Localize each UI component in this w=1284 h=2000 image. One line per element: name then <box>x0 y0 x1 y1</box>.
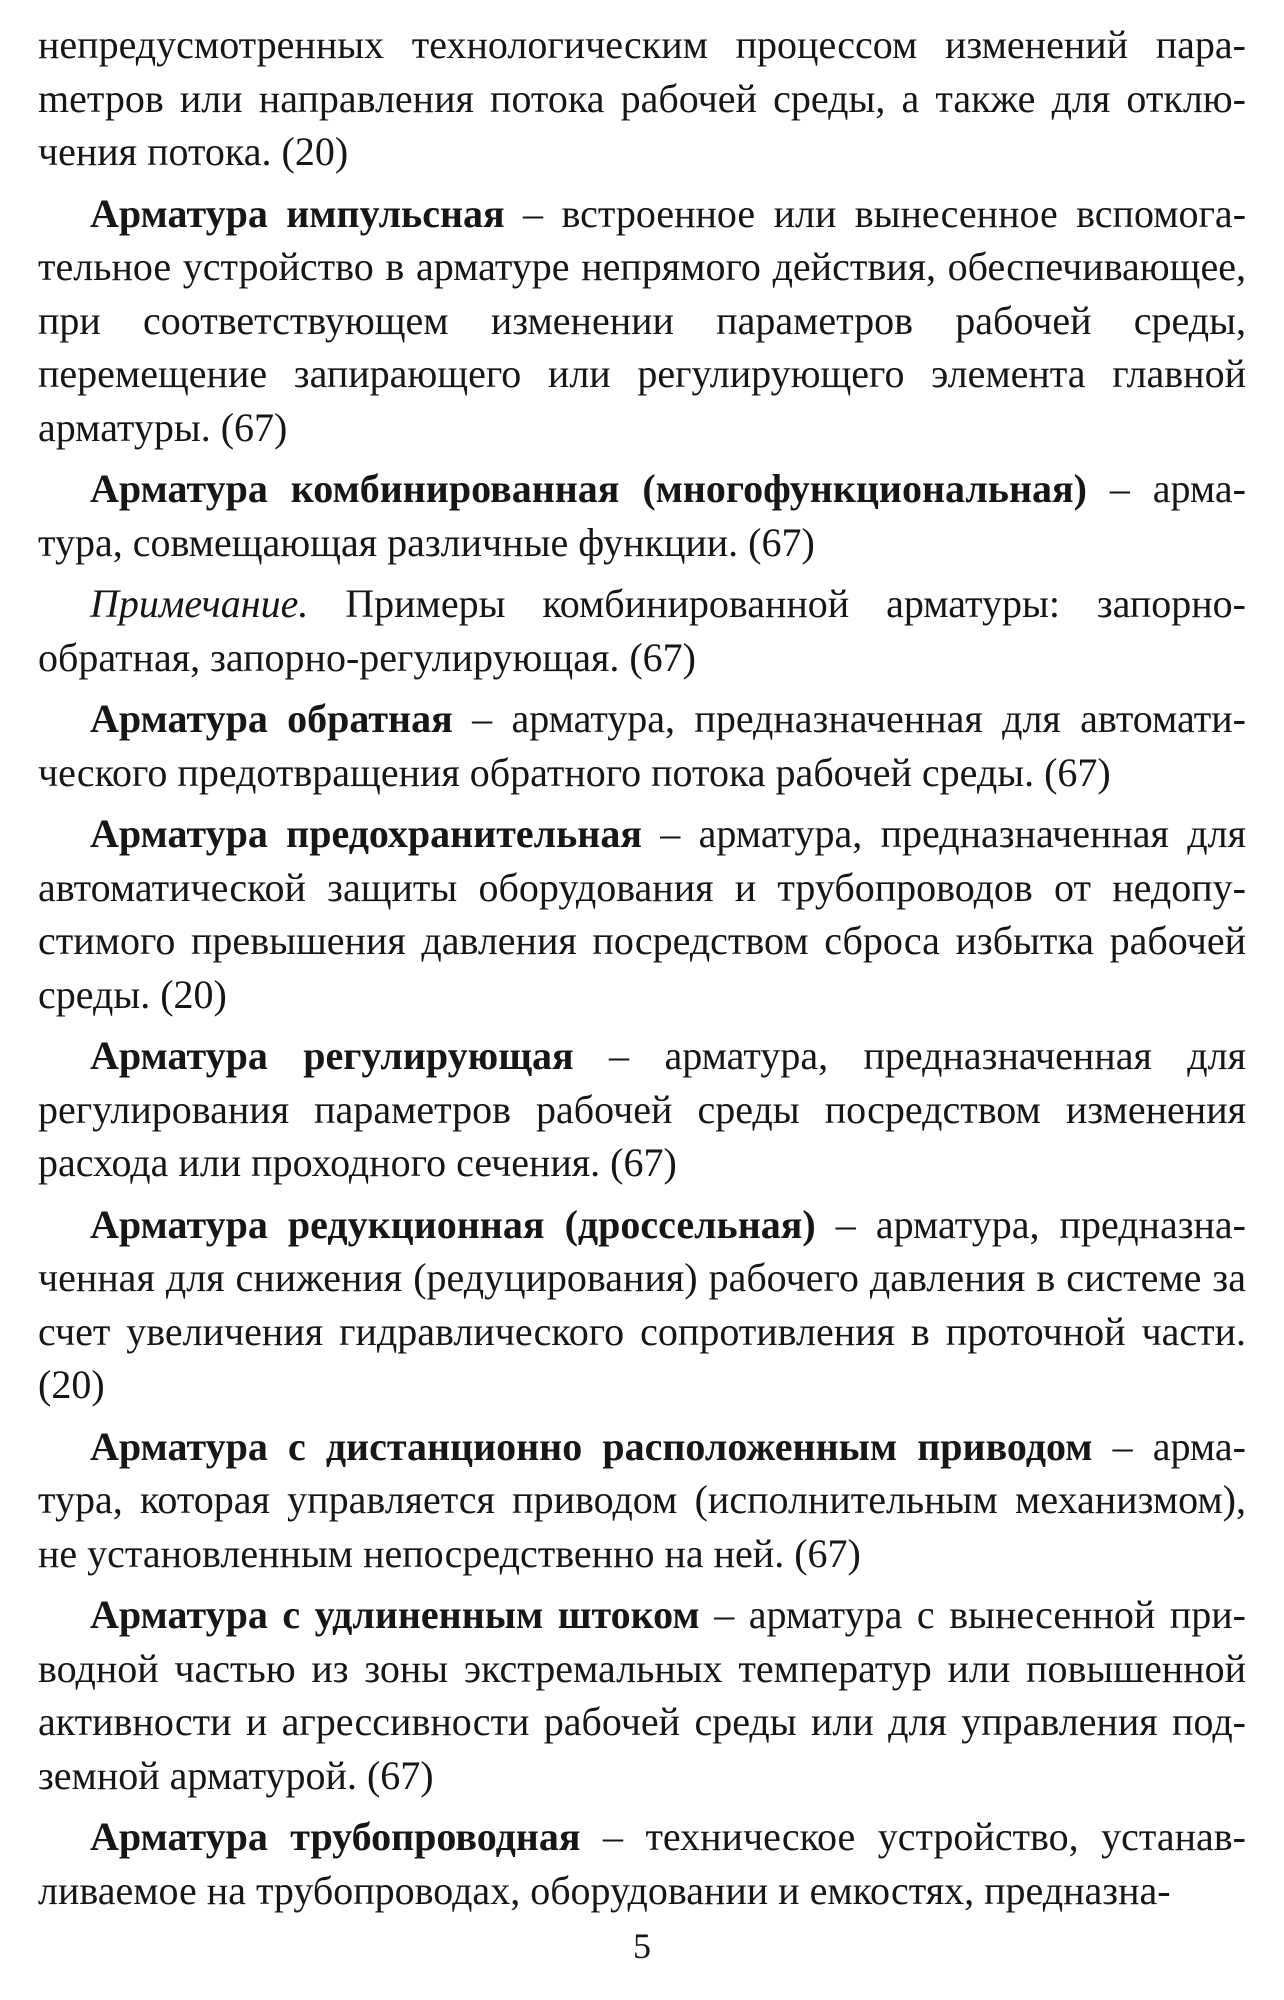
definition-text: – арматура, предназначенная для автоматической защиты оборудования и трубопроводов от недопустимого превышения давления посредством сброса избытка рабочей среды. (20) <box>38 811 1246 1017</box>
definition-text: – арматура, предназначенная для регулирования параметров рабочей среды посредством изменения расхода или проходного сечения. (67) <box>38 1033 1247 1185</box>
term: Арматура редукционная (дроссельная) <box>90 1201 816 1247</box>
term: Арматура обратная <box>90 696 453 741</box>
note-paragraph <box>38 577 1246 684</box>
definition-check-valve <box>38 692 1246 799</box>
definition-text: – техническое устройство, устанавливаемое на трубопроводах, оборудовании и емкостях, предназна- <box>38 1814 1246 1913</box>
document-page <box>38 18 1246 1925</box>
definition-combined-valve <box>38 462 1246 569</box>
note-label: Примечание. <box>90 581 309 626</box>
page-number: 5 <box>633 1926 651 1966</box>
definition-control-valve <box>38 1029 1246 1190</box>
definition-text: – встроенное или вынесенное вспомогательное устройство в арматуре непрямого действия, обеспечивающее, при соответствующем изменении параметров рабочей среды, перемещение запирающего или регулирующего элемента главной арматуры. (67) <box>38 190 1247 450</box>
term: Арматура с дистанционно расположенным приводом <box>90 1423 1093 1469</box>
term: Арматура комбинированная (многофункциональная) <box>90 466 1087 511</box>
definition-extended-stem-valve <box>38 1588 1246 1802</box>
definition-text: – арматура, предназначенная для автоматического предотвращения обратного потока рабочей среды. (67) <box>38 696 1246 795</box>
definition-text: – арматура, предназначенная для снижения (редуцирования) рабочего давления в системе за счет увеличения гидравлического сопротивления в проточной части. (20) <box>38 1201 1246 1407</box>
term: Арматура регулирующая <box>90 1033 574 1078</box>
paragraph-continuation <box>38 18 1246 179</box>
term: Арматура импульсная <box>90 190 505 236</box>
note-text: Примеры комбинированной арматуры: запорно-обратная, запорно-регулирующая. (67) <box>38 581 1246 680</box>
definition-text: – арматура, совмещающая различные функции. (67) <box>38 466 1246 565</box>
definition-text: – арматура, которая управляется приводом (исполнительным механизмом), не установленным непосредственно на ней. (67) <box>38 1423 1246 1576</box>
term: Арматура с удлиненным штоком <box>90 1592 700 1637</box>
term: Арматура трубопроводная <box>90 1814 581 1859</box>
definition-reducing-valve <box>38 1198 1246 1412</box>
paragraph-text: непредусмотренных технологическим процессом изменений параmетров или направления потока рабочей среды, а также для отключения потока. (20) <box>38 22 1246 174</box>
definition-impulse-valve <box>38 187 1246 455</box>
term: Арматура предохранительная <box>90 811 642 856</box>
definition-text: – арматура с вынесенной приводной частью из зоны экстремальных температур или повышенной активности и агрессивности рабочей среды или для управления подземной арматурой. (67) <box>38 1592 1246 1798</box>
definition-safety-valve <box>38 807 1246 1021</box>
definition-pipeline-valve <box>38 1810 1246 1917</box>
definition-remote-actuator-valve <box>38 1420 1246 1581</box>
